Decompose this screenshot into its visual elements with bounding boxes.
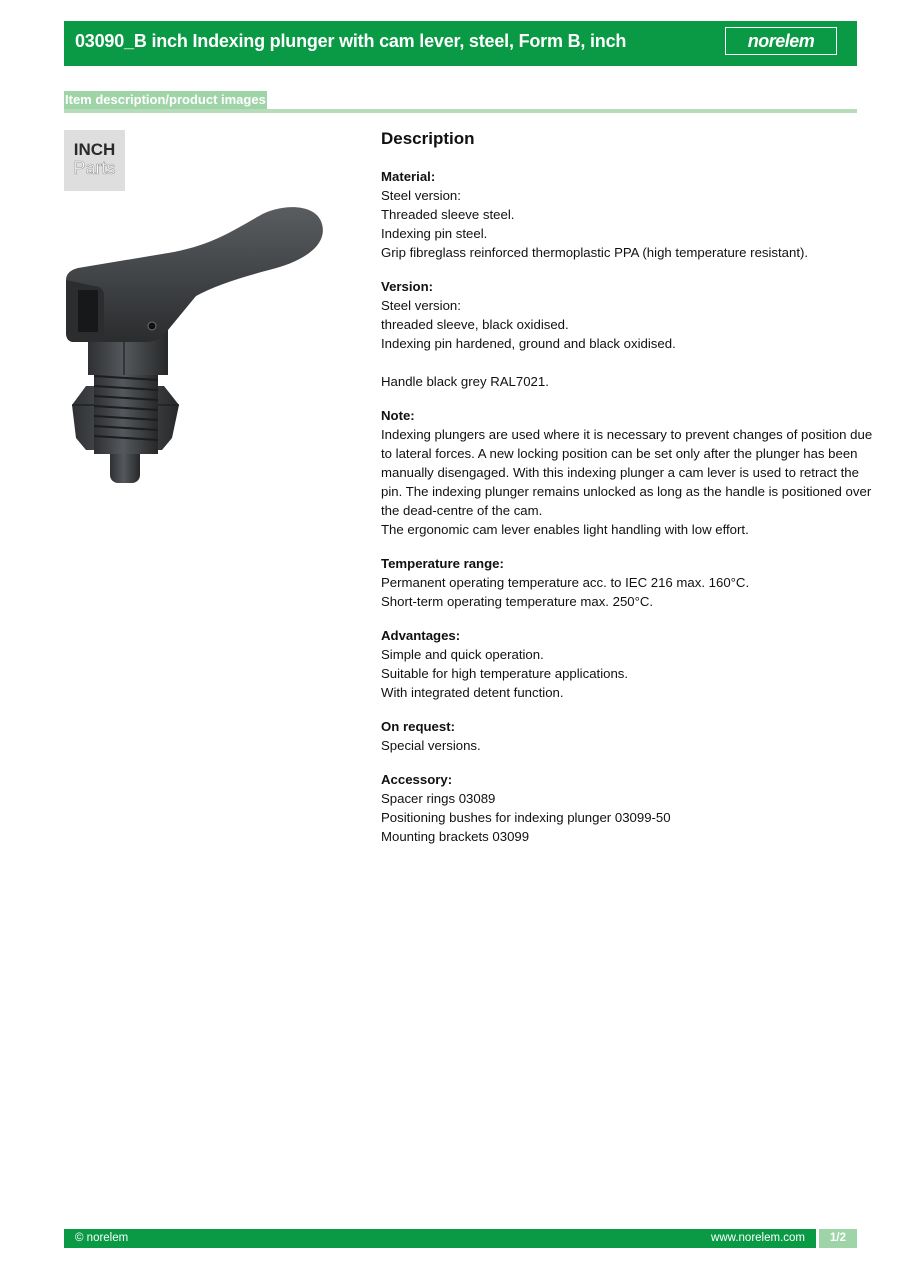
page-number: 1/2 <box>819 1229 857 1248</box>
version-line: Steel version: <box>381 298 461 313</box>
description-heading: Description <box>381 129 475 148</box>
on-request-line: Special versions. <box>381 738 481 753</box>
badge-inch-text: INCH <box>73 140 116 159</box>
material-label: Material: <box>381 169 436 184</box>
version-line: threaded sleeve, black oxidised. <box>381 317 569 332</box>
version-line: Indexing pin hardened, ground and black oxidised. <box>381 336 676 351</box>
version-block <box>381 277 861 391</box>
footer-website-link[interactable]: www.norelem.com <box>711 1232 805 1244</box>
material-line: Indexing pin steel. <box>381 226 488 241</box>
norelem-logo: norelem <box>725 27 837 55</box>
page-title: 03090_B inch Indexing plunger with cam lever, steel, Form B, inch <box>75 31 627 51</box>
note-line: manually disengaged. With this indexing plunger a cam lever is used to retract the <box>381 465 859 480</box>
note-line: to lateral forces. A new locking position can be set only after the plunger has been <box>381 446 858 461</box>
temperature-line: Permanent operating temperature acc. to IEC 216 max. 160°C. <box>381 575 750 590</box>
temperature-block <box>381 554 861 611</box>
version-label: Version: <box>381 279 434 294</box>
accessory-label: Accessory: <box>381 772 453 787</box>
material-line: Threaded sleeve steel. <box>381 207 515 222</box>
temperature-label: Temperature range: <box>381 556 504 571</box>
product-image <box>64 200 329 490</box>
advantages-line: Simple and quick operation. <box>381 647 544 662</box>
material-line: Grip fibreglass reinforced thermoplastic PPA (high temperature resistant). <box>381 245 809 260</box>
description-content <box>381 128 873 861</box>
section-divider <box>64 109 857 113</box>
section-label: Item description/product images <box>65 92 266 107</box>
advantages-block <box>381 626 861 702</box>
note-line: The ergonomic cam lever enables light handling with low effort. <box>381 522 749 537</box>
material-block <box>381 167 861 262</box>
advantages-line: Suitable for high temperature applications. <box>381 666 629 681</box>
note-block <box>381 406 873 539</box>
badge-parts-text: Parts <box>73 158 116 178</box>
accessory-line: Spacer rings 03089 <box>381 791 496 806</box>
on-request-block <box>381 717 861 755</box>
note-line: Indexing plungers are used where it is necessary to prevent changes of position due <box>381 427 873 442</box>
note-label: Note: <box>381 408 415 423</box>
on-request-label: On request: <box>381 719 456 734</box>
note-line: pin. The indexing plunger remains unlocked as long as the handle is positioned over <box>381 484 872 499</box>
material-line: Steel version: <box>381 188 461 203</box>
accessory-block <box>381 770 861 846</box>
footer-bar <box>64 1229 816 1248</box>
version-handle-line: Handle black grey RAL7021. <box>381 374 549 389</box>
note-line: the dead-centre of the cam. <box>381 503 543 518</box>
page-footer <box>64 1229 857 1248</box>
temperature-line: Short-term operating temperature max. 250°C. <box>381 594 654 609</box>
accessory-line: Positioning bushes for indexing plunger 03099-50 <box>381 810 671 825</box>
advantages-label: Advantages: <box>381 628 461 643</box>
footer-copyright: © norelem <box>75 1232 129 1244</box>
page-header <box>64 21 857 66</box>
section-bar <box>64 91 857 113</box>
inch-parts-badge <box>64 130 125 191</box>
accessory-line: Mounting brackets 03099 <box>381 829 530 844</box>
advantages-line: With integrated detent function. <box>381 685 564 700</box>
